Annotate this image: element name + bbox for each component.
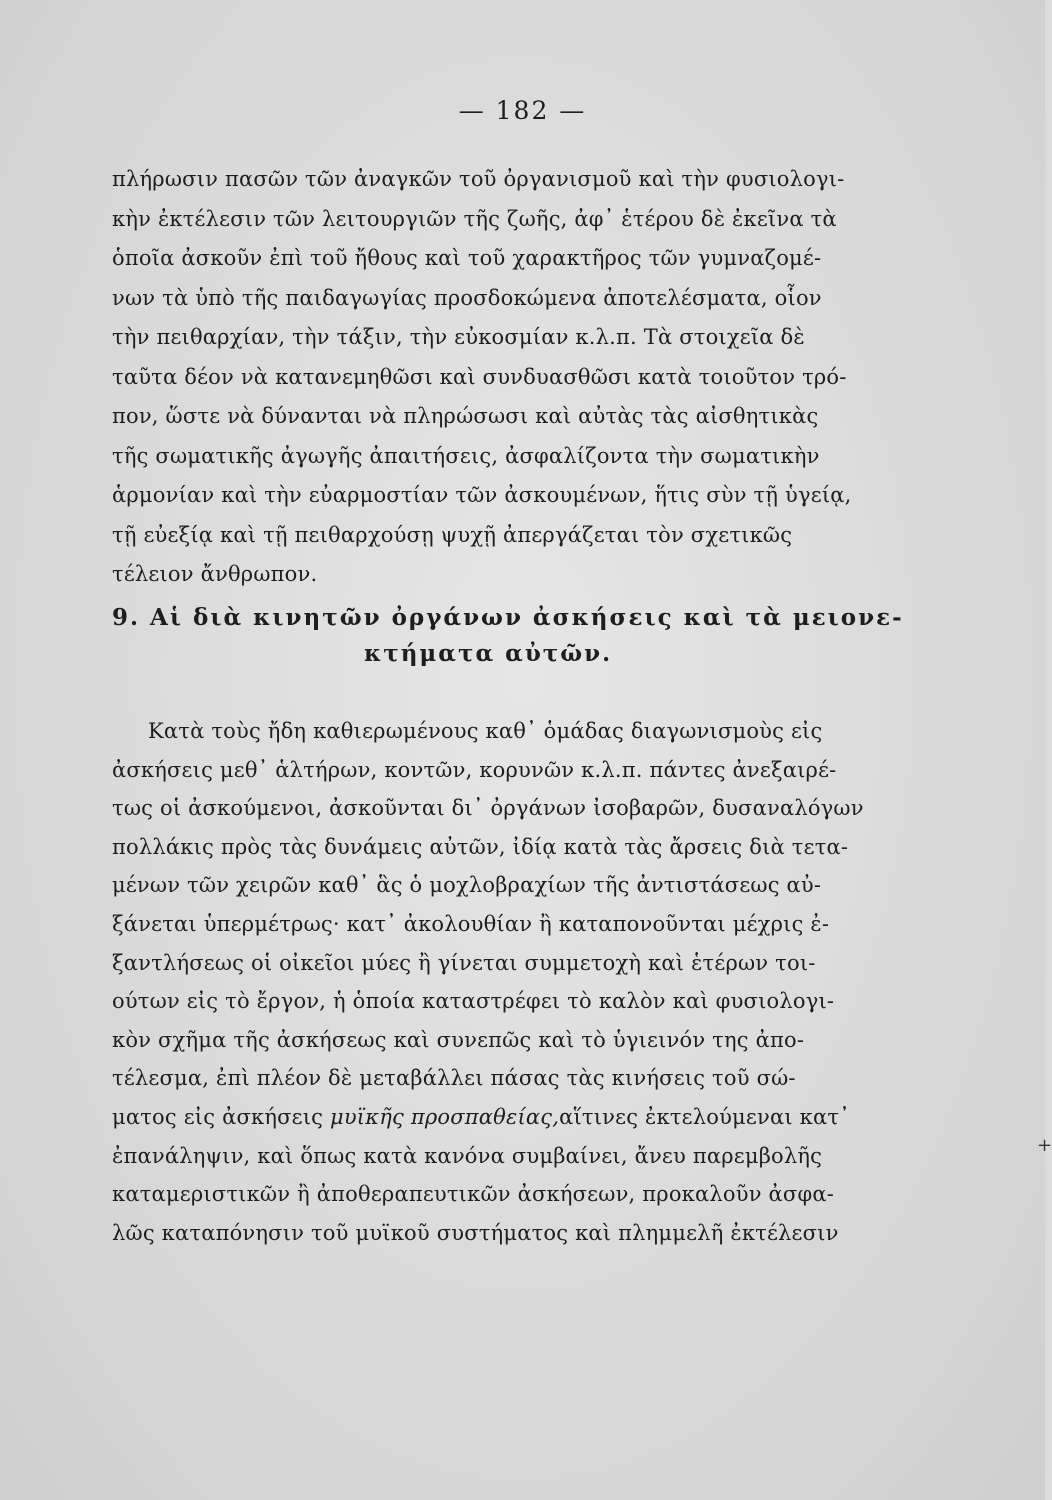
text-line: ούτων εἰς τὸ ἔργον, ἡ ὁποία καταστρέφει τὸ καλὸν καὶ φυσιολογι- (112, 989, 835, 1014)
text-line: τως οἱ ἀσκούμενοι, ἀσκοῦνται δι᾽ ὀργάνων ἰσοβαρῶν, δυσαναλόγων (112, 796, 864, 821)
italic-term: μυϊκῆς προσπαθείας, (329, 1104, 560, 1129)
text-line: τῇ εὐεξίᾳ καὶ τῇ πειθαρχούσῃ ψυχῇ ἀπεργάζεται τὸν σχετικῶς (112, 522, 793, 547)
text-line: κὸν σχῆμα τῆς ἀσκήσεως καὶ συνεπῶς καὶ τὸ ὑγιεινόν της ἀπο- (112, 1027, 805, 1052)
text-line: τῆς σωματικῆς ἀγωγῆς ἀπαιτήσεις, ἀσφαλίζοντα τὴν σωματικὴν (112, 443, 820, 468)
text-line: τὴν πειθαρχίαν, τὴν τάξιν, τὴν εὐκοσμίαν κ.λ.π. Τὰ στοιχεῖα δὲ (112, 325, 805, 349)
text-line: τέλεσμα, ἐπὶ πλέον δὲ μεταβάλλει πάσας τὰς κινήσεις τοῦ σώ- (112, 1066, 796, 1091)
text-line: Κατὰ τοὺς ἤδη καθιερωμένους καθ᾽ ὁμάδας διαγωνισμοὺς εἰς (148, 719, 823, 743)
text-line: ἁρμονίαν καὶ τὴν εὐαρμοστίαν τῶν ἀσκουμένων, ἥτις σὺν τῇ ὑγείᾳ, (112, 483, 852, 507)
text-line: πολλάκις πρὸς τὰς δυνάμεις αὐτῶν, ἰδίᾳ κατὰ τὰς ἄρσεις διὰ τετα- (112, 834, 849, 859)
text-line: ἐπανάληψιν, καὶ ὅπως κατὰ κανόνα συμβαίνει, ἄνευ παρεμβολῆς (112, 1143, 823, 1168)
section-heading-line-2: κτήματα αὐτῶν. (364, 640, 613, 667)
text-line: ὁποῖα ἀσκοῦν ἐπὶ τοῦ ἤθους καὶ τοῦ χαρακτῆρος τῶν γυμναζομέ- (112, 246, 822, 270)
text-line: τέλειον ἄνθρωπον. (112, 562, 318, 586)
text-line: πλήρωσιν πασῶν τῶν ἀναγκῶν τοῦ ὀργανισμοῦ καὶ τὴν φυσιολογι- (112, 167, 845, 191)
text-line-with-italic (112, 1098, 962, 1137)
text-line: κὴν ἐκτέλεσιν τῶν λειτουργιῶν τῆς ζωῆς, ἀφ᾽ ἑτέρου δὲ ἐκεῖνα τὰ (112, 206, 837, 231)
text-line: ξάνεται ὑπερμέτρως· κατ᾽ ἀκολουθίαν ἢ καταπονοῦνται μέχρις ἐ- (112, 911, 830, 936)
paragraph-2 (112, 712, 962, 1252)
paragraph-1 (112, 160, 962, 595)
text-line: ἀσκήσεις μεθ᾽ ἁλτήρων, κοντῶν, κορυνῶν κ.λ.π. πάντες ἀνεξαιρέ- (112, 757, 837, 782)
text-line: πον, ὥστε νὰ δύνανται νὰ πληρώσωσι καὶ αὐτὰς τὰς αἰσθητικὰς (112, 404, 819, 428)
text-fragment: αἵτινες ἐκτελούμεναι κατ᾽ (559, 1104, 850, 1129)
page-number: — 182 — (458, 96, 587, 125)
text-fragment: ματος εἰς ἀσκήσεις (112, 1104, 330, 1129)
text-line: νων τὰ ὑπὸ τῆς παιδαγωγίας προσδοκώμενα ἀποτελέσματα, οἷον (112, 285, 822, 310)
margin-mark: + (1037, 1135, 1052, 1156)
text-line: μένων τῶν χειρῶν καθ᾽ ἃς ὁ μοχλοβραχίων τῆς ἀντιστάσεως αὐ- (112, 873, 822, 898)
text-line: λῶς καταπόνησιν τοῦ μυϊκοῦ συστήματος καὶ πλημμελῆ ἐκτέλεσιν (112, 1220, 839, 1245)
section-heading-line-1: 9. Αἱ διὰ κινητῶν ὀργάνων ἀσκήσεις καὶ τὰ μειονε- (112, 604, 904, 631)
text-line: ταῦτα δέον νὰ κατανεμηθῶσι καὶ συνδυασθῶσι κατὰ τοιοῦτον τρό- (112, 364, 847, 389)
text-line: ξαντλήσεως οἱ οἰκεῖοι μύες ἢ γίνεται συμμετοχὴ καὶ ἑτέρων τοι- (112, 950, 816, 975)
section-heading (112, 600, 962, 672)
text-line: καταμεριστικῶν ἢ ἀποθεραπευτικῶν ἀσκήσεων, προκαλοῦν ἀσφα- (112, 1182, 835, 1207)
